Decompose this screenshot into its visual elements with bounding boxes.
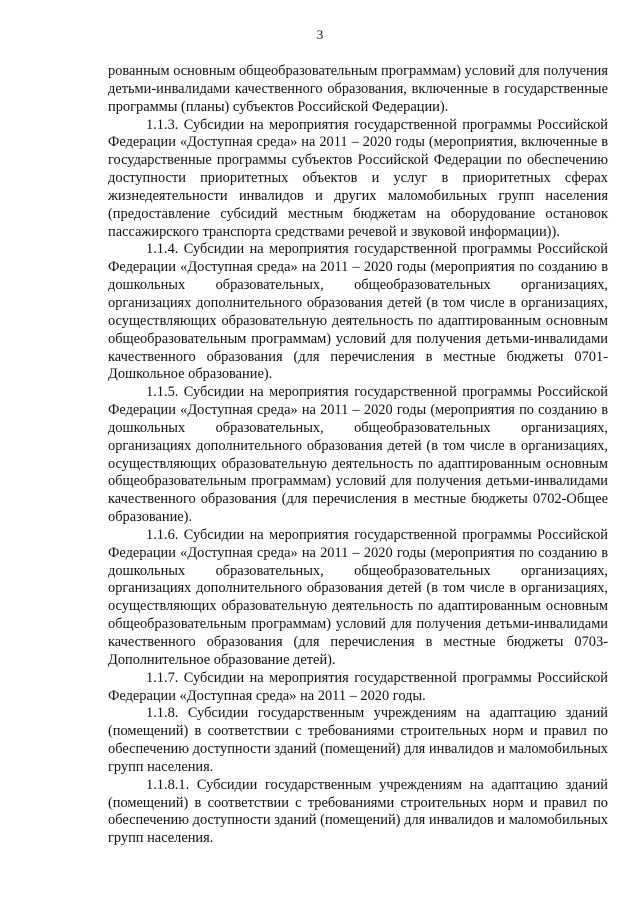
paragraph-1-1-3: 1.1.3. Субсидии на мероприятия государственной программы Российской Федерации «Доступная среда» на 2011 – 2020 годы (мероприятия, включенные в государственные программы субъектов Российской Федерации по обеспечению доступности приоритетных объектов и услуг в приоритетных сферах жизнедеятельности инвалидов и других маломобильных групп населения (предоставление субсидий местным бюджетам на оборудование остановок пассажирского транспорта средствами речевой и звуковой информации)). — [108, 116, 608, 240]
paragraph-1-1-5: 1.1.5. Субсидии на мероприятия государственной программы Российской Федерации «Доступная среда» на 2011 – 2020 годы (мероприятия по созданию в дошкольных образовательных, общеобразовательных организациях, организациях дополнительного образования детей (в том числе в организациях, осуществляющих образовательную деятельность по адаптированным основным общеобразовательным программам) условий для получения детьми-инвалидами качественного образования (для перечисления в местные бюджеты 0702-Общее образование). — [108, 384, 608, 526]
paragraph-1-1-4: 1.1.4. Субсидии на мероприятия государственной программы Российской Федерации «Доступная среда» на 2011 – 2020 годы (мероприятия по созданию в дошкольных образовательных, общеобразовательных организациях, организациях дополнительного образования детей (в том числе в организациях, осуществляющих образовательную деятельность по адаптированным основным общеобразовательным программам) условий для получения детьми-инвалидами качественного образования (для перечисления в местные бюджеты 0701-Дошкольное образование). — [108, 241, 608, 383]
paragraph-continuation: рованным основным общеобразовательным программам) условий для получения детьми-инвалидами качественного образования, включенные в государственные программы (планы) субъектов Российской Федерации). — [108, 63, 608, 115]
page-number: 3 — [316, 27, 324, 42]
paragraph-1-1-6: 1.1.6. Субсидии на мероприятия государственной программы Российской Федерации «Доступная среда» на 2011 – 2020 годы (мероприятия по созданию в дошкольных образовательных, общеобразовательных организациях, организациях дополнительного образования детей (в том числе в организациях, осуществляющих образовательную деятельность по адаптированным основным общеобразовательным программам) условий для получения детьми-инвалидами качественного образования (для перечисления в местные бюджеты 0703-Дополнительное образование детей). — [108, 526, 608, 668]
document-body — [108, 63, 608, 848]
paragraph-1-1-7: 1.1.7. Субсидии на мероприятия государственной программы Российской Федерации «Доступная среда» на 2011 – 2020 годы. — [108, 669, 608, 704]
paragraph-1-1-8: 1.1.8. Субсидии государственным учреждениям на адаптацию зданий (помещений) в соответствии с требованиями строительных норм и правил по обеспечению доступности зданий (помещений) для инвалидов и маломобильных групп населения. — [108, 705, 608, 775]
paragraph-1-1-8-1: 1.1.8.1. Субсидии государственным учреждениям на адаптацию зданий (помещений) в соответствии с требованиями строительных норм и правил по обеспечению доступности зданий (помещений) для инвалидов и маломобильных групп населения. — [108, 776, 608, 847]
